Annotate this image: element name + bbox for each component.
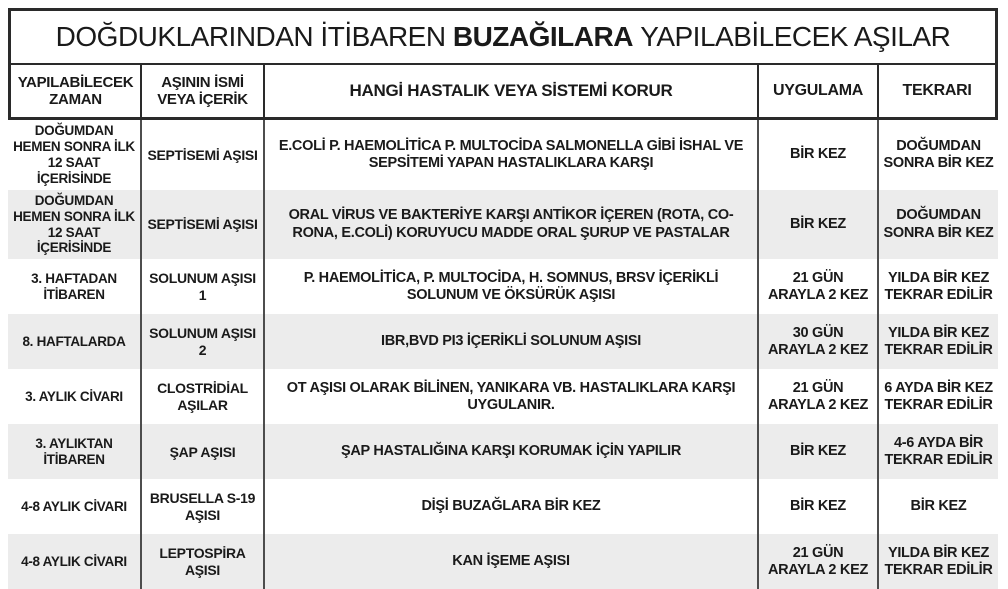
cell-zaman: 3. AYLIK CİVARI (25, 388, 123, 404)
table-row (8, 424, 998, 479)
cell-zaman: 4-8 AYLIK CİVARI (21, 498, 127, 514)
title-highlight: BUZAĞILARA (452, 21, 633, 52)
table-row (8, 534, 998, 589)
cell-uygulama: BİR KEZ (757, 120, 877, 190)
cell-zaman: 3. HAFTADAN İTİBAREN (31, 270, 117, 302)
table-row (8, 190, 998, 260)
column-header-row (11, 65, 995, 117)
table-row (8, 369, 998, 424)
table-title (11, 11, 995, 65)
cell-asi: ŞAP AŞISI (140, 424, 263, 479)
cell-tekrar: YILDA BİR KEZ TEKRAR EDİLİR (877, 534, 998, 589)
table-body (8, 120, 998, 589)
cell-hastalik: E.COLİ P. HAEMOLİTİCA P. MULTOCİDA SALMONELLA GİBİ İSHAL VE SEPSİTEMİ YAPAN HASTALIKLARA KARŞI (263, 120, 757, 190)
cell-asi: CLOSTRİDİAL AŞILAR (140, 369, 263, 424)
cell-tekrar: DOĞUMDAN SONRA BİR KEZ (877, 190, 998, 260)
cell-tekrar: 4-6 AYDA BİR TEKRAR EDİLİR (877, 424, 998, 479)
cell-uygulama: BİR KEZ (757, 190, 877, 260)
table-row (8, 120, 998, 190)
title-prefix: DOĞDUKLARINDAN İTİBAREN (55, 21, 446, 52)
cell-hastalik: ŞAP HASTALIĞINA KARŞI KORUMAK İÇİN YAPILIR (263, 424, 757, 479)
cell-hastalik: IBR,BVD PI3 İÇERİKLİ SOLUNUM AŞISI (263, 314, 757, 369)
cell-uygulama: 21 GÜN ARAYLA 2 KEZ (757, 369, 877, 424)
column-header-asi: AŞININ İSMİ VEYA İÇERİK (140, 65, 263, 117)
cell-asi: SEPTİSEMİ AŞISI (140, 120, 263, 190)
cell-asi: LEPTOSPİRA AŞISI (140, 534, 263, 589)
cell-uygulama: BİR KEZ (757, 424, 877, 479)
cell-zaman: 8. HAFTALARDA (22, 333, 126, 349)
cell-tekrar: BİR KEZ (877, 479, 998, 534)
cell-uygulama: 21 GÜN ARAYLA 2 KEZ (757, 534, 877, 589)
cell-hastalik: KAN İŞEME AŞISI (263, 534, 757, 589)
column-header-hastalik: HANGİ HASTALIK VEYA SİSTEMİ KORUR (263, 65, 757, 117)
cell-zaman: DOĞUMDAN HEMEN SONRA İLK 12 SAAT İÇERİSİNDE (13, 192, 135, 256)
column-header-zaman: YAPILABİLECEK ZAMAN (17, 73, 134, 108)
cell-tekrar: 6 AYDA BİR KEZ TEKRAR EDİLİR (877, 369, 998, 424)
table-header-block (8, 8, 998, 120)
cell-tekrar: YILDA BİR KEZ TEKRAR EDİLİR (877, 314, 998, 369)
cell-asi: BRUSELLA S-19 AŞISI (140, 479, 263, 534)
cell-hastalik: DİŞİ BUZAĞLARA BİR KEZ (263, 479, 757, 534)
cell-zaman: DOĞUMDAN HEMEN SONRA İLK 12 SAAT İÇERİSİNDE (13, 123, 135, 186)
cell-uygulama: BİR KEZ (757, 479, 877, 534)
cell-tekrar: YILDA BİR KEZ TEKRAR EDİLİR (877, 259, 998, 314)
table-row (8, 479, 998, 534)
vaccination-table (8, 8, 998, 589)
cell-uygulama: 21 GÜN ARAYLA 2 KEZ (757, 259, 877, 314)
cell-uygulama: 30 GÜN ARAYLA 2 KEZ (757, 314, 877, 369)
cell-asi: SOLUNUM AŞISI 2 (140, 314, 263, 369)
cell-zaman: 4-8 AYLIK CİVARI (21, 553, 127, 569)
cell-zaman: 3. AYLIKTAN İTİBAREN (35, 435, 113, 467)
cell-hastalik: P. HAEMOLİTİCA, P. MULTOCİDA, H. SOMNUS, BRSV İÇERİKLİ SOLUNUM VE ÖKSÜRÜK AŞISI (263, 259, 757, 314)
column-header-uygulama: UYGULAMA (757, 65, 877, 117)
column-header-tekrar: TEKRARI (877, 65, 995, 117)
cell-hastalik: OT AŞISI OLARAK BİLİNEN, YANIKARA VB. HASTALIKLARA KARŞI UYGULANIR. (263, 369, 757, 424)
table-row (8, 259, 998, 314)
cell-asi: SOLUNUM AŞISI 1 (140, 259, 263, 314)
cell-tekrar: DOĞUMDAN SONRA BİR KEZ (877, 120, 998, 190)
title-suffix: YAPILABİLECEK AŞILAR (640, 21, 951, 52)
table-row (8, 314, 998, 369)
cell-hastalik: ORAL VİRUS VE BAKTERİYE KARŞI ANTİKOR İÇEREN (ROTA, CO-RONA, E.COLİ) KORUYUCU MADDE ORAL ŞURUP VE PASTALAR (263, 190, 757, 260)
cell-asi: SEPTİSEMİ AŞISI (140, 190, 263, 260)
